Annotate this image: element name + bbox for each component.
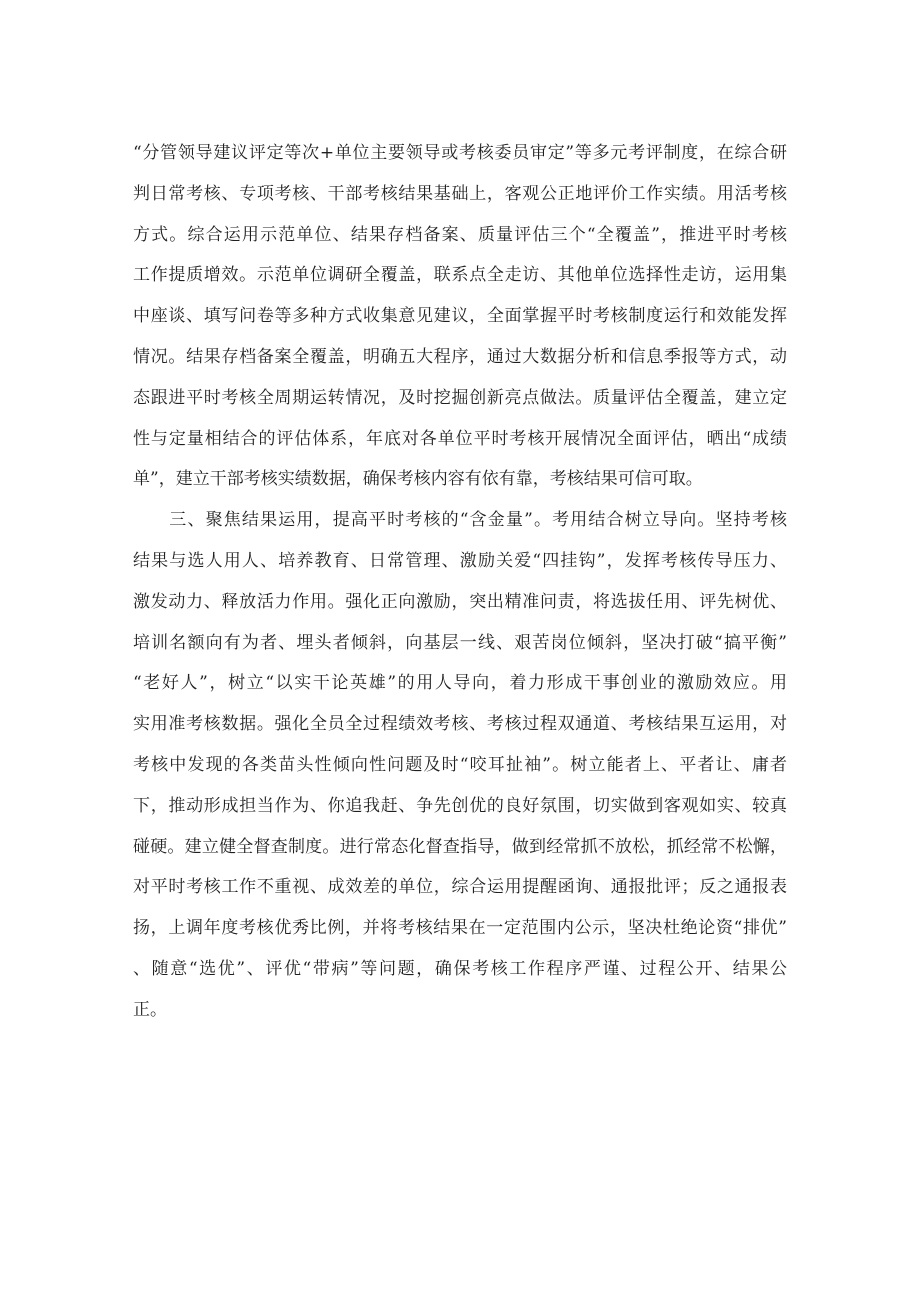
text-line: 单”，建立干部考核实绩数据，确保考核内容有依有靠，考核结果可信可取。	[133, 469, 703, 490]
text-line: 正。	[133, 999, 167, 1020]
text-line: 培训名额向有为者、埋头者倾斜，向基层一线、艰苦岗位倾斜，坚决打破“搞平衡”	[133, 632, 787, 653]
text-line: 判日常考核、专项考核、干部考核结果基础上，客观公正地评价工作实绩。用活考核	[133, 183, 787, 204]
text-line: 对平时考核工作不重视、成效差的单位，综合运用提醒函询、通报批评；反之通报表	[133, 877, 787, 898]
text-block	[133, 133, 787, 1031]
text-line: 工作提质增效。示范单位调研全覆盖，联系点全走访、其他单位选择性走访，运用集	[133, 265, 787, 286]
text-line: 下，推动形成担当作为、你追我赶、争先创优的良好氛围，切实做到客观如实、较真	[133, 795, 787, 816]
text-line: 考核中发现的各类苗头性倾向性问题及时“咬耳扯袖”。树立能者上、平者让、庸者	[133, 754, 787, 775]
paragraph-2	[133, 500, 787, 1030]
text-line: “老好人”，树立“以实干论英雄”的用人导向，着力形成干事创业的激励效应。用	[133, 673, 787, 694]
text-line: 三、聚焦结果运用，提高平时考核的“含金量”。考用结合树立导向。坚持考核	[133, 510, 787, 531]
text-line: 态跟进平时考核全周期运转情况，及时挖掘创新亮点做法。质量评估全覆盖，建立定	[133, 387, 787, 408]
text-line: 方式。综合运用示范单位、结果存档备案、质量评估三个“全覆盖”，推进平时考核	[133, 224, 787, 245]
text-line: 扬，上调年度考核优秀比例，并将考核结果在一定范围内公示，坚决杜绝论资“排优”	[133, 918, 787, 939]
text-line: 性与定量相结合的评估体系，年底对各单位平时考核开展情况全面评估，晒出“成绩	[133, 428, 787, 449]
text-line: 激发动力、释放活力作用。强化正向激励，突出精准问责，将选拔任用、评先树优、	[133, 591, 787, 612]
paragraph-1	[133, 133, 787, 500]
text-line: 碰硬。建立健全督查制度。进行常态化督查指导，做到经常抓不放松，抓经常不松懈，	[133, 836, 787, 857]
text-line: 、随意“选优”、评优“带病”等问题，确保考核工作程序严谨、过程公开、结果公	[133, 958, 787, 979]
text-line: 实用准考核数据。强化全员全过程绩效考核、考核过程双通道、考核结果互运用，对	[133, 714, 787, 735]
text-line: 中座谈、填写问卷等多种方式收集意见建议，全面掌握平时考核制度运行和效能发挥	[133, 306, 787, 327]
text-line: 结果与选人用人、培养教育、日常管理、激励关爱“四挂钩”，发挥考核传导压力、	[133, 550, 787, 571]
text-line: “分管领导建议评定等次+单位主要领导或考核委员审定”等多元考评制度，在综合研	[133, 143, 787, 163]
text-line: 情况。结果存档备案全覆盖，明确五大程序，通过大数据分析和信息季报等方式，动	[133, 346, 787, 367]
